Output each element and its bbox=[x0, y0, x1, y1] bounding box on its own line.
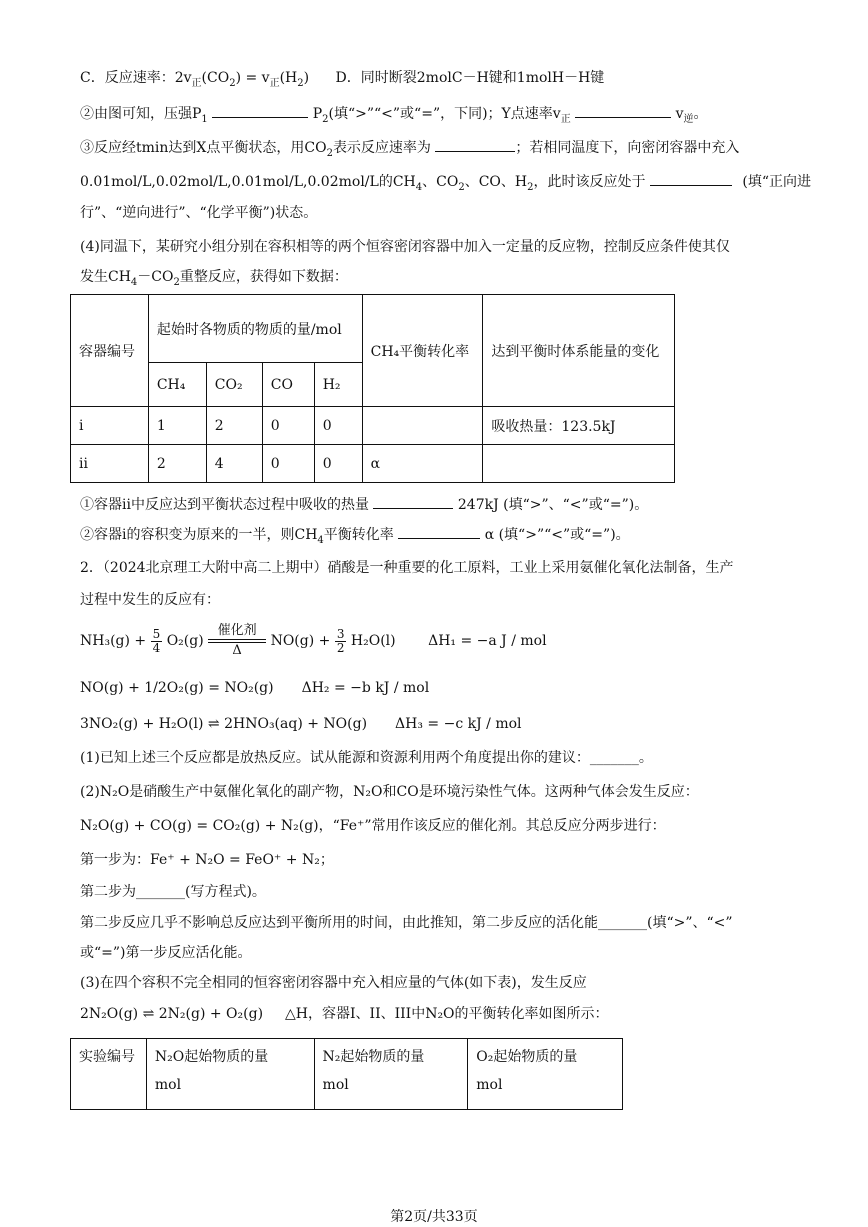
blank[interactable] bbox=[373, 494, 453, 509]
cell: ii bbox=[71, 445, 149, 483]
text-line: 或“=”)第一步反应活化能。 bbox=[80, 945, 252, 961]
question-2-3: (3)在四个容积不完全相同的恒容密闭容器中充入相应量的气体(如下表)，发生反应 bbox=[80, 975, 587, 991]
blank[interactable] bbox=[212, 103, 308, 118]
header-n2: N₂起始物质的量 mol bbox=[314, 1039, 468, 1110]
question-rate: ③反应经tmin达到X点平衡状态，用$CO_2$表示反应速率为 ；若相同温度下，向密闭容器中充入 bbox=[80, 137, 808, 158]
question-2-1: (1)已知上述三个反应都是放热反应。试从能源和资源利用两个角度提出你的建议：_______。 bbox=[80, 750, 653, 766]
cell bbox=[483, 445, 675, 483]
table-row bbox=[71, 445, 675, 483]
cell: 0 bbox=[262, 407, 314, 445]
cell: 0 bbox=[314, 407, 362, 445]
cell: 2 bbox=[206, 407, 262, 445]
header-co2: CO₂ bbox=[206, 363, 262, 407]
header-co: CO bbox=[262, 363, 314, 407]
cell: 吸收热量：123.5kJ bbox=[483, 407, 675, 445]
equation-3: 3NO₂(g) + H₂O(l) ⇌ 2HNO₃(aq) + NO(g) ΔH₃ = −c kJ / mol bbox=[80, 716, 522, 732]
cell: i bbox=[71, 407, 149, 445]
cell bbox=[362, 407, 483, 445]
text-line: (4)同温下，某研究小组分别在容积相等的两个恒容密闭容器中加入一定量的反应物，控制反应条件使其仅 bbox=[80, 239, 730, 255]
data-table-1 bbox=[70, 294, 675, 483]
option-c-d: C．反应速率：$2v_正(CO_2) = v_正(H_2)$ D．同时断裂2molC－H键和1molH－H键 bbox=[80, 70, 605, 89]
blank[interactable] bbox=[435, 137, 515, 152]
header-n2o: N₂O起始物质的量 mol bbox=[146, 1039, 314, 1110]
data-table-2 bbox=[70, 1038, 623, 1110]
cell: 0 bbox=[262, 445, 314, 483]
cell: 2 bbox=[148, 445, 206, 483]
cell: 0 bbox=[314, 445, 362, 483]
equation-2: NO(g) + 1/2O₂(g) = NO₂(g) ΔH₂ = −b kJ / mol bbox=[80, 680, 430, 696]
equation-1: NH₃(g) + $\frac{5}{4}$ O₂(g) 催化剂 Δ NO(g) + $\frac{3}{2}$ H₂O(l) ΔH₁ = −a J / mol bbox=[80, 623, 547, 658]
blank[interactable] bbox=[398, 524, 480, 539]
question-2-intro: 2．（2024北京理工大附中高二上期中）硝酸是一种重要的化工原料，工业上采用氨催化氧化法制备，生产 bbox=[80, 560, 734, 576]
equation-4: 2N₂O(g) ⇌ 2N₂(g) + O₂(g) △H，容器I、II、III中N₂O的平衡转化率如图所示： bbox=[80, 1006, 609, 1022]
text-line: 过程中发生的反应有： bbox=[80, 592, 220, 608]
header-h2: H₂ bbox=[314, 363, 362, 407]
question-heat: ①容器ii中反应达到平衡状态过程中吸收的热量 247kJ (填“>”、“<”或“=”)。 bbox=[80, 494, 808, 515]
cell: 4 bbox=[206, 445, 262, 483]
table-row bbox=[71, 407, 675, 445]
header-container: 容器编号 bbox=[71, 295, 149, 407]
question-direction: 0.01mol/L,0.02mol/L,0.01mol/L,0.02mol/L的$CH_4$、$CO_2$、CO、$H_2$，此时该反应处于 (填“正向进 bbox=[80, 171, 808, 192]
header-conversion: CH₄平衡转化率 bbox=[362, 295, 483, 407]
question-conversion: ②容器i的容积变为原来的一半，则$CH_4$平衡转化率 α (填“>”“<”或“=”)。 bbox=[80, 524, 808, 545]
header-ch4: CH₄ bbox=[148, 363, 206, 407]
header-initial: 起始时各物质的物质的量/mol bbox=[148, 295, 362, 363]
blank[interactable] bbox=[575, 103, 671, 118]
question-2-2: (2)N₂O是硝酸生产中氨催化氧化的副产物，N₂O和CO是环境污染性气体。这两种气体会发生反应： bbox=[80, 784, 699, 800]
text-line: 发生$CH_4-CO_2$重整反应，获得如下数据： bbox=[80, 269, 348, 288]
cell: α bbox=[362, 445, 483, 483]
text-line: 行”、“逆向进行”、“化学平衡”)状态。 bbox=[80, 205, 318, 221]
header-experiment: 实验编号 bbox=[71, 1039, 147, 1110]
text-line: 第二步反应几乎不影响总反应达到平衡所用的时间，由此推知，第二步反应的活化能_______(填“>”、“<” bbox=[80, 915, 733, 931]
blank[interactable] bbox=[650, 171, 732, 186]
question-pressure: ②由图可知，压强$P_1$ $P_2$(填“>”“<”或“=”，下同)；Y点速率$v_正$ $v_逆$。 bbox=[80, 103, 808, 124]
text-line: 第一步为：Fe⁺ + N₂O = FeO⁺ + N₂； bbox=[80, 852, 334, 868]
header-o2: O₂起始物质的量 mol bbox=[468, 1039, 623, 1110]
text-line: N₂O(g) + CO(g) = CO₂(g) + N₂(g)，“Fe⁺”常用作该反应的催化剂。其总反应分两步进行： bbox=[80, 818, 666, 834]
reaction-arrow: 催化剂 Δ bbox=[208, 624, 266, 658]
cell: 1 bbox=[148, 407, 206, 445]
header-energy: 达到平衡时体系能量的变化 bbox=[483, 295, 675, 407]
page-footer: 第2页/共33页 bbox=[390, 1209, 478, 1225]
text-line: 第二步为_______(写方程式)。 bbox=[80, 884, 266, 900]
